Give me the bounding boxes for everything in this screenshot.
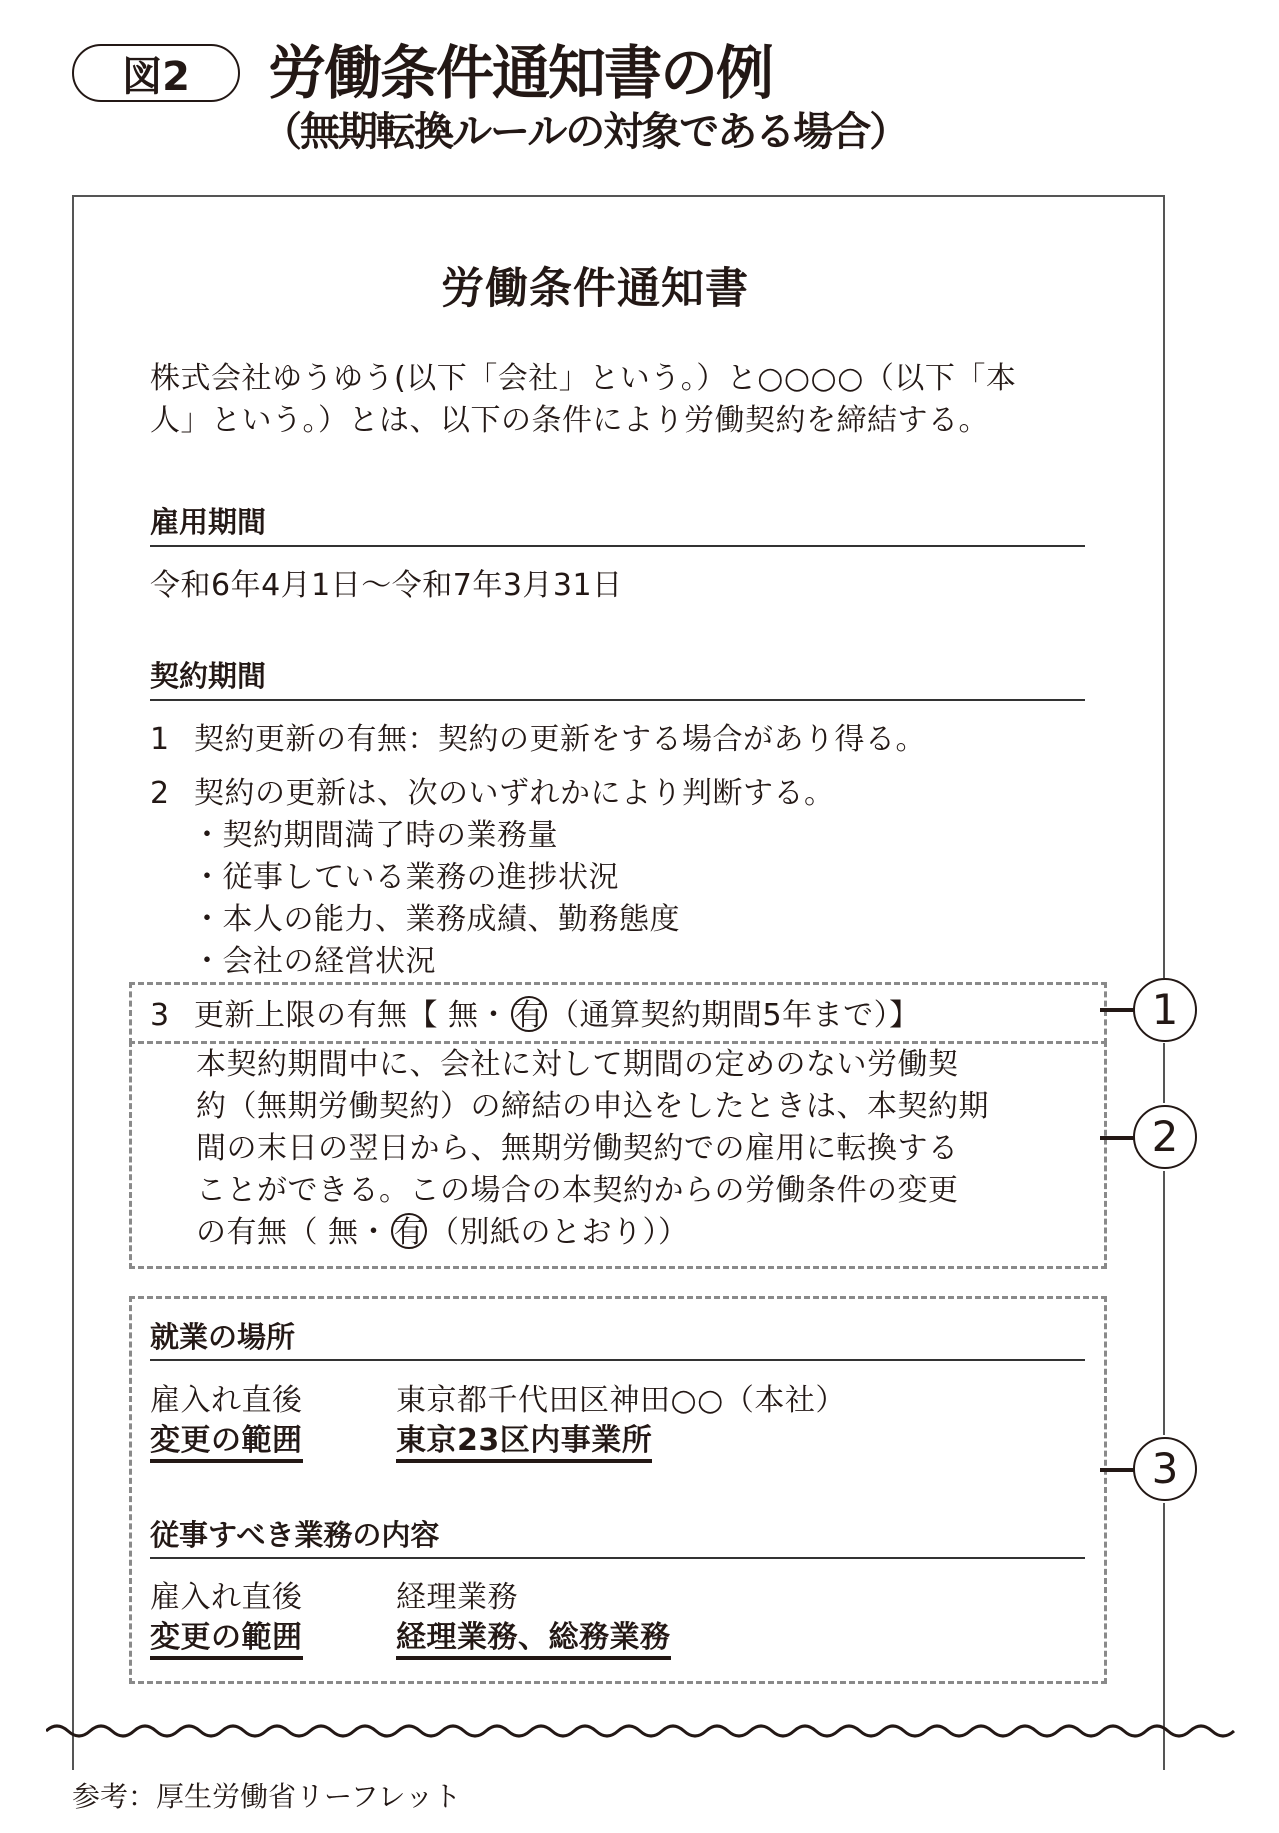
item-text: 契約の更新は、次のいずれかにより判断する。 — [194, 776, 835, 811]
workplace-row — [150, 1375, 846, 1419]
duties-row — [150, 1612, 671, 1656]
row-value: 東京23区内事業所 — [396, 1423, 652, 1463]
circled-choice-yes: 有 — [391, 1213, 427, 1249]
document-title: 労働条件通知書 — [441, 264, 749, 314]
document-frame-right-edge — [1163, 1171, 1165, 1435]
conversion-line-last — [196, 1212, 689, 1254]
section-heading-contract-period: 契約期間 — [150, 659, 267, 693]
duties-row — [150, 1572, 518, 1616]
figure-subtitle: （無期転換ルールの対象である場合） — [262, 109, 908, 155]
row-value: 東京都千代田区神田○○（本社） — [396, 1383, 846, 1418]
conversion-line: 本契約期間中に、会社に対して期間の定めのない労働契 — [196, 1047, 959, 1082]
wavy-cut-line — [46, 1718, 1241, 1744]
document-frame-right-edge — [1163, 1043, 1165, 1103]
contract-item-1 — [150, 714, 926, 758]
section-heading-duties: 従事すべき業務の内容 — [150, 1518, 440, 1552]
section-divider — [150, 545, 1085, 547]
section-divider — [150, 699, 1085, 701]
row-label: 変更の範囲 — [150, 1620, 303, 1660]
row-value: 経理業務 — [396, 1580, 518, 1615]
conversion-text: （別紙のとおり）） — [429, 1215, 689, 1250]
conversion-line: 間の末日の翌日から、無期労働契約での雇用に転換する — [196, 1131, 959, 1166]
item-text: 更新上限の有無【 無・ — [194, 998, 510, 1033]
item-number: 1 — [150, 722, 170, 757]
intro-line: 株式会社ゆうゆう(以下「会社」という。）と○○○○（以下「本 — [150, 361, 1017, 396]
bullet-item: ・会社の経営状況 — [192, 944, 436, 979]
workplace-row — [150, 1415, 652, 1459]
row-value: 経理業務、総務業務 — [396, 1620, 671, 1660]
contract-item-2 — [150, 768, 835, 812]
row-label: 雇入れ直後 — [150, 1580, 303, 1615]
bullet-item: ・契約期間満了時の業務量 — [192, 818, 558, 853]
item-text: （通算契約期間5年まで）】 — [549, 998, 920, 1033]
conversion-text: の有無（ 無・ — [196, 1215, 390, 1250]
section-heading-workplace: 就業の場所 — [150, 1320, 296, 1354]
item-text: 契約更新の有無：契約の更新をする場合があり得る。 — [194, 722, 926, 757]
contract-item-3 — [150, 990, 920, 1034]
circled-choice-yes: 有 — [511, 996, 547, 1032]
section-heading-employment-period: 雇用期間 — [150, 505, 267, 539]
row-label: 変更の範囲 — [150, 1423, 303, 1463]
bullet-item: ・従事している業務の進捗状況 — [192, 860, 619, 895]
annotation-marker-3: 3 — [1133, 1437, 1197, 1501]
figure-title: 労働条件通知書の例 — [268, 39, 773, 107]
item-number: 3 — [150, 998, 170, 1033]
figure-label: 図2 — [122, 53, 190, 100]
row-label: 雇入れ直後 — [150, 1383, 303, 1418]
section-divider — [150, 1557, 1085, 1559]
bullet-item: ・本人の能力、業務成績、勤務態度 — [192, 902, 680, 937]
employment-period-value: 令和6年4月1日～令和7年3月31日 — [150, 568, 623, 603]
conversion-line: ことができる。この場合の本契約からの労働条件の変更 — [196, 1173, 959, 1208]
section-divider — [150, 1359, 1085, 1361]
conversion-line: 約（無期労働契約）の締結の申込をしたときは、本契約期 — [196, 1089, 989, 1124]
intro-line: 人」という。）とは、以下の条件により労働契約を締結する。 — [150, 403, 989, 438]
figure-label-pill — [72, 44, 240, 102]
source-footnote: 参考：厚生労働省リーフレット — [72, 1780, 462, 1813]
annotation-marker-1: 1 — [1133, 978, 1197, 1042]
annotation-marker-2: 2 — [1133, 1105, 1197, 1169]
item-number: 2 — [150, 776, 170, 811]
